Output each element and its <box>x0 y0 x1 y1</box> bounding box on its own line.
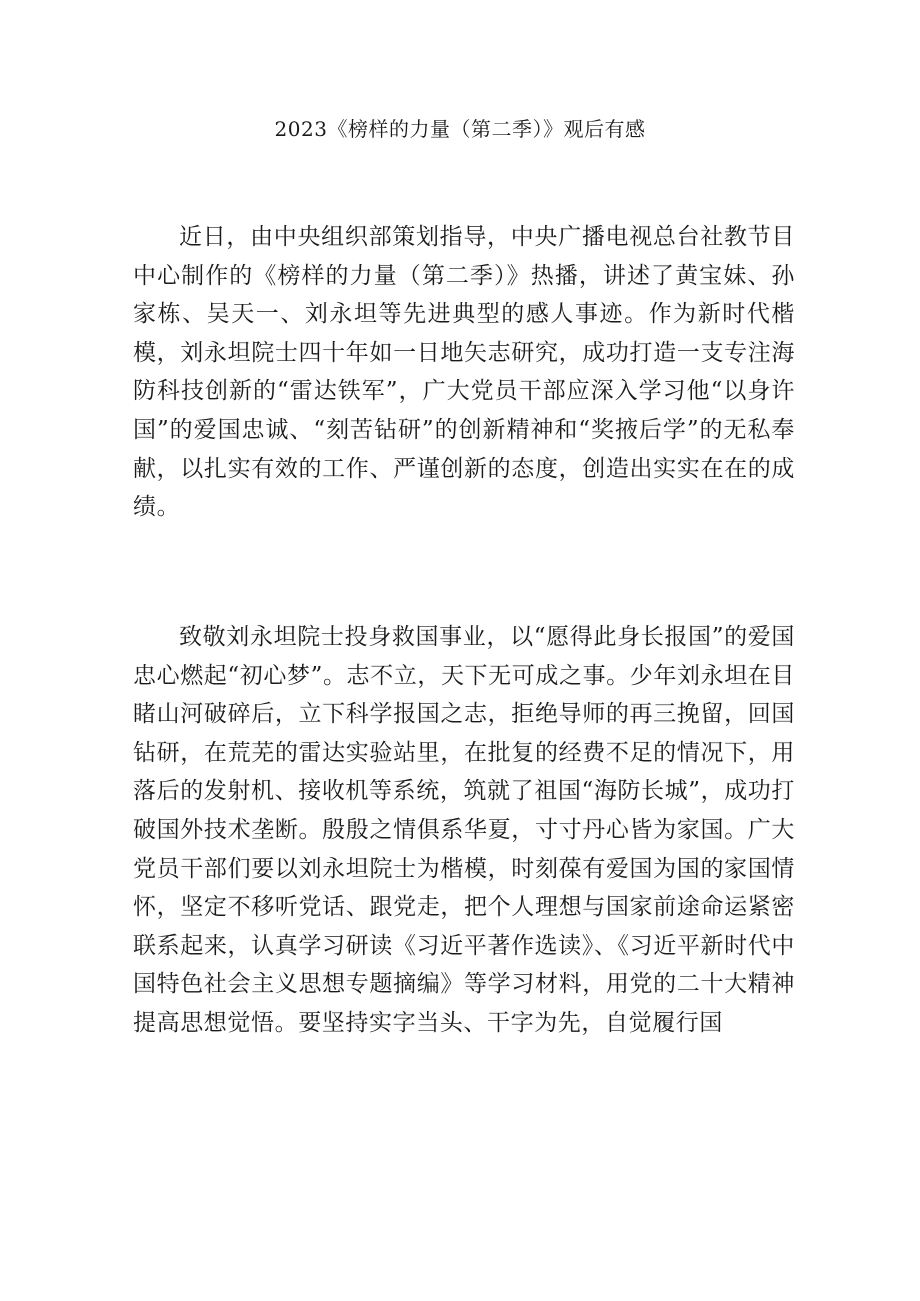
paragraph-2: 致敬刘永坦院士投身救国事业，以“愿得此身长报国”的爱国忠心燃起“初心梦”。志不立，天下无可成之事。少年刘永坦在目睹山河破碎后，立下科学报国之志，拒绝导师的再三挽留，回国钻研，在荒芜的雷达实验站里，在批复的经费不足的情况下，用落后的发射机、接收机等系统，筑就了祖国“海防长城”，成功打破国外技术垄断。殷殷之情俱系华夏，寸寸丹心皆为家国。广大党员干部们要以刘永坦院士为楷模，时刻葆有爱国为国的家国情怀，坚定不移听党话、跟党走，把个人理想与国家前途命运紧密联系起来，认真学习研读《习近平著作选读》、《习近平新时代中国特色社会主义思想专题摘编》等学习材料，用党的二十大精神提高思想觉悟。要坚持实字当头、干字为先，自觉履行国 <box>133 624 795 1036</box>
document-title: 2023《榜样的力量（第二季）》观后有感 <box>274 117 646 141</box>
paragraph-1: 近日，由中央组织部策划指导，中央广播电视总台社教节目中心制作的《榜样的力量（第二季）》热播，讲述了黄宝妹、孙家栋、吴天一、刘永坦等先进典型的感人事迹。作为新时代楷模，刘永坦院士四十年如一日地矢志研究，成功打造一支专注海防科技创新的“雷达铁军”，广大党员干部应深入学习他“以身许国”的爱国忠诚、“刻苦钻研”的创新精神和“奖掖后学”的无私奉献，以扎实有效的工作、严谨创新的态度，创造出实实在在的成绩。 <box>133 224 795 521</box>
